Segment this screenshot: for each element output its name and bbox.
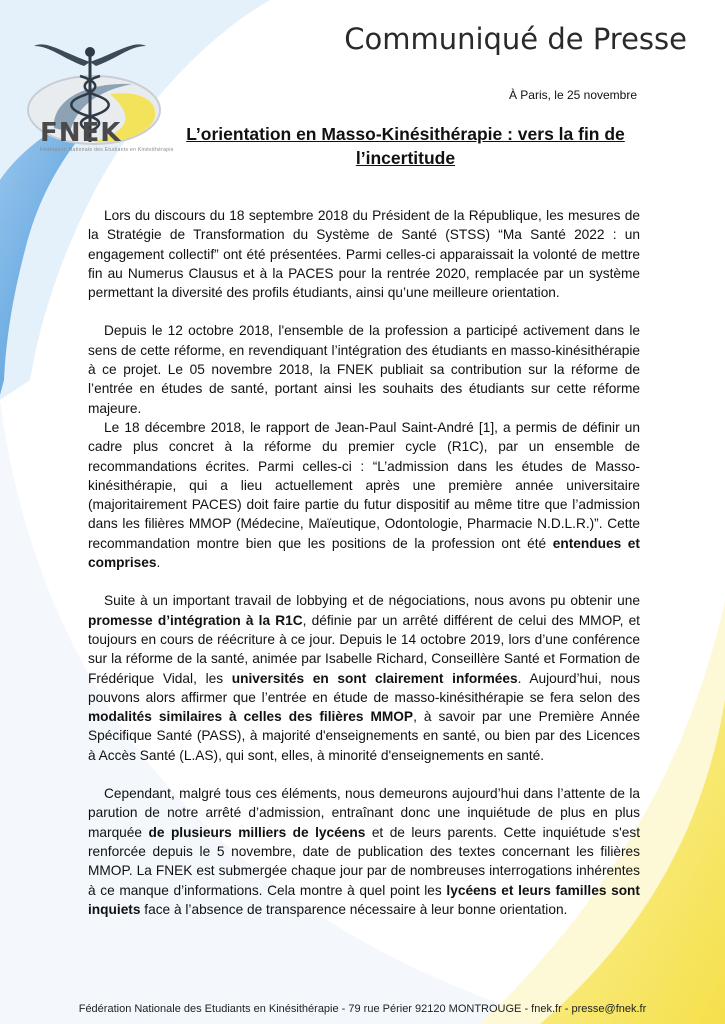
logo-wordmark: FNEK — [40, 118, 122, 148]
emphasis-text: universités en sont clairement informées — [231, 670, 518, 686]
emphasis-text: entendues et comprises — [88, 535, 640, 571]
logo-subtitle: Fédération Nationale des Etudiants en Kinésithérapie — [40, 147, 174, 153]
paragraph-4: Suite à un important travail de lobbying et de négociations, nous avons pu obtenir une promesse d’intégration à la R1C, définie par un arrêté différent de celui des MMOP, et toujours en cours de réécriture à ce jour. Depuis le 14 octobre 2019, lors d’une conférence sur la réforme de la santé, animée par Isabelle Richard, Conseillère Santé et Formation de Frédérique Vidal, les universités en sont clairement informées. Aujourd’hui, nous pouvons alors affirmer que l’entrée en étude de masso-kinésithérapie se fera selon des modalités similaires à celles des filières MMOP, à savoir par une Première Année Spécifique Santé (PASS), à majorité d'enseignements en santé, ou bien par des Licences à Accès Santé (L.AS), qui sont, elles, à minorité d'enseignements en santé. — [88, 593, 640, 763]
paragraph-3: Le 18 décembre 2018, le rapport de Jean-Paul Saint-André [1], a permis de définir un cadre plus concret à la réforme du premier cycle (R1C), par un ensemble de recommandations écrites. Parmi celles-ci : “L’admission dans les études de Masso-kinésithérapie, qui a lieu actuellement après une première année universitaire (majoritairement PACES) doit faire partie du futur dispositif au même titre que l’admission dans les filières MMOP (Médecine, Maïeutique, Odontologie, Pharmacie N.D.L.R.)”. Cette recommandation montre bien que les positions de la profession ont été entendues et comprises. — [88, 419, 640, 571]
document-header-title: Communiqué de Presse — [344, 22, 687, 56]
date-line: À Paris, le 25 novembre — [508, 88, 637, 102]
footer-contact-line: Fédération Nationale des Etudiants en Kinésithérapie - 79 rue Périer 92120 MONTROUGE - fnek.fr - presse@fnek.fr — [78, 1003, 647, 1015]
paragraph-1: Lors du discours du 18 septembre 2018 du Président de la République, les mesures de la Stratégie de Transformation du Système de Santé (STSS) “Ma Santé 2022 : un engagement collectif” ont été présentées. Parmi celles-ci apparaissait la volonté de mettre fin au Numerus Clausus et à la PACES pour la rentrée 2020, remplacée par un système permettant la diversité des profils étudiants, ainsi qu’une meilleure orientation. — [88, 208, 640, 301]
paragraph-5: Cependant, malgré tous ces éléments, nous demeurons aujourd’hui dans l’attente de la parution de notre arrêté d’admission, entraînant donc une inquiétude de plus en plus marquée de plusieurs milliers de lycéens et de leurs parents. Cette inquiétude s'est renforcée depuis le 5 novembre, date de publication des textes concernant les filières MMOP. La FNEK est submergée chaque jour par de nombreuses interrogations inhérentes à ce manque d’informations. Cela montre à quel point les lycéens et leurs familles sont inquiets face à l’absence de transparence nécessaire à leur bonne orientation. — [88, 786, 640, 917]
emphasis-text: de plusieurs milliers de lycéens — [148, 824, 366, 840]
paragraph-2: Depuis le 12 octobre 2018, l'ensemble de la profession a participé activement dans le sens de cette réforme, en revendiquant l’intégration des étudiants en masso-kinésithérapie à ce projet. Le 05 novembre 2018, la FNEK publiait sa contribution sur la réforme de l’entrée en études de santé, portant ainsi les souhaits des étudiants sur cette réforme majeure. — [88, 323, 640, 416]
emphasis-text: modalités similaires à celles des filières MMOP — [88, 709, 414, 725]
emphasis-text: promesse d’intégration à la R1C — [88, 612, 303, 628]
emphasis-text: lycéens et leurs familles sont inquiets — [88, 882, 640, 917]
press-release-body — [88, 206, 640, 919]
press-release-title: L’orientation en Masso-Kinésithérapie : vers la fin de l’incertitude — [186, 124, 625, 168]
